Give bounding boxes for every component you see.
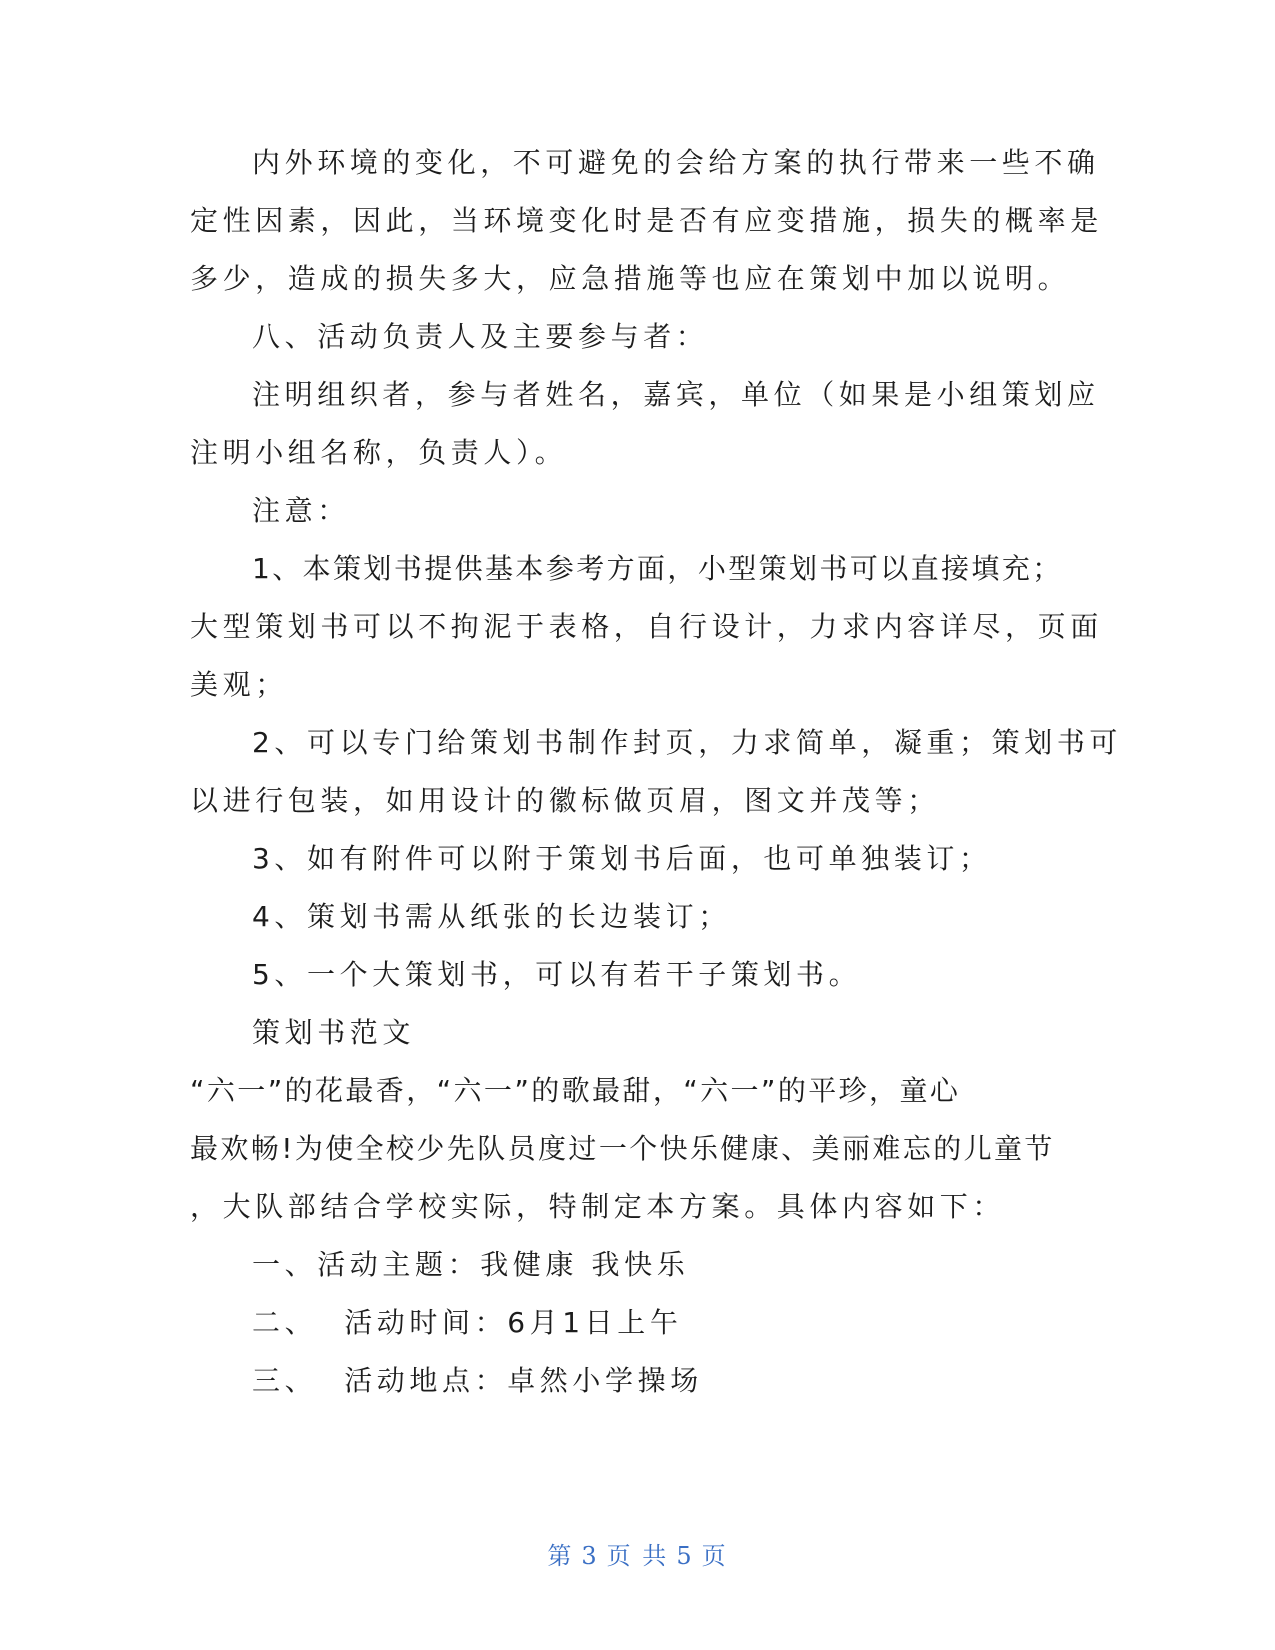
paragraph-line: 多少，造成的损失多大，应急措施等也应在策划中加以说明。 [190, 262, 1071, 295]
list-item-line: 4、策划书需从纸张的长边装订； [252, 900, 731, 933]
note-heading: 注意： [252, 494, 350, 527]
list-item-line: 1、本策划书提供基本参考方面，小型策划书可以直接填充； [252, 552, 1063, 585]
paragraph-line: 定性因素，因此，当环境变化时是否有应变措施，损失的概率是 [190, 204, 1103, 237]
list-item-line: 三、 活动地点：卓然小学操场 [252, 1364, 703, 1397]
paragraph-line: 内外环境的变化，不可避免的会给方案的执行带来一些不确 [252, 146, 1100, 179]
footer-suffix: 页 [701, 1542, 728, 1570]
paragraph-line: 注明小组名称，负责人）。 [190, 436, 568, 469]
list-item-line: 5、一个大策划书，可以有若干子策划书。 [252, 958, 862, 991]
footer-middle: 页 共 [606, 1542, 669, 1570]
page-footer [0, 1536, 1275, 1571]
paragraph-line: 最欢畅!为使全校少先队员度过一个快乐健康、美丽难忘的儿童节 [190, 1132, 1055, 1165]
footer-prefix: 第 [547, 1542, 574, 1570]
list-item-line: 二、 活动时间：6月1日上午 [252, 1306, 683, 1339]
list-item-line: 以进行包装，如用设计的徽标做页眉，图文并茂等； [190, 784, 940, 817]
paragraph-line: ，大队部结合学校实际，特制定本方案。具体内容如下： [190, 1190, 1006, 1223]
paragraph-line: “六一”的花最香，“六一”的歌最甜，“六一”的平珍，童心 [190, 1074, 961, 1107]
section-heading: 策划书范文 [252, 1016, 416, 1049]
section-heading: 八、活动负责人及主要参与者： [252, 320, 709, 353]
footer-current-page: 3 [581, 1542, 599, 1570]
footer-total-pages: 5 [676, 1542, 694, 1570]
list-item-line: 一、活动主题：我健康 我快乐 [252, 1248, 690, 1281]
paragraph-line: 注明组织者，参与者姓名，嘉宾，单位（如果是小组策划应 [252, 378, 1100, 411]
list-item-line: 2、可以专门给策划书制作封页，力求简单，凝重；策划书可 [252, 726, 1123, 759]
list-item-line: 3、如有附件可以附于策划书后面，也可单独装订； [252, 842, 992, 875]
list-item-line: 大型策划书可以不拘泥于表格，自行设计，力求内容详尽，页面 [190, 610, 1103, 643]
list-item-line: 美观； [190, 668, 288, 701]
